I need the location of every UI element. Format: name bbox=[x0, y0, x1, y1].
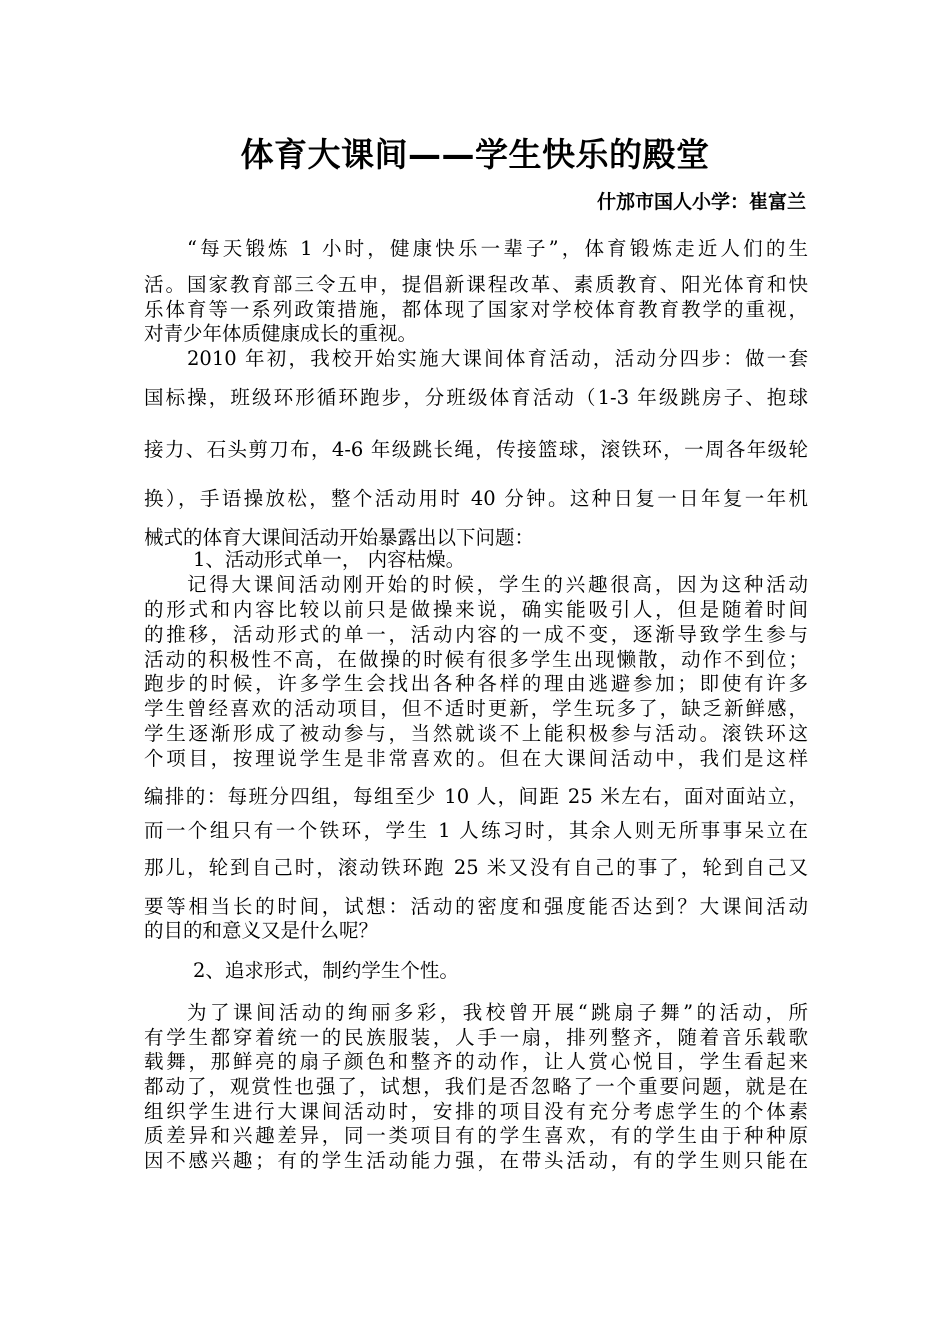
author-line: 什邡市国人小学：崔富兰 bbox=[596, 191, 806, 213]
text-line: “每天锻炼 1 小时，健康快乐一辈子”，体育锻炼走近人们的生 bbox=[187, 237, 808, 260]
text-line: 有学生都穿着统一的民族服装，人手一扇，排列整齐，随着音乐载歌 bbox=[144, 1026, 808, 1049]
text-line: 学生逐渐形成了被动参与，当然就谈不上能积极参与活动。滚铁环这 bbox=[144, 722, 808, 745]
text-line: 而一个组只有一个铁环，学生 1 人练习时，其余人则无所事事呆立在 bbox=[144, 819, 808, 842]
text-line: 械式的体育大课间活动开始暴露出以下问题： bbox=[144, 526, 535, 549]
text-line: 载舞，那鲜亮的扇子颜色和整齐的动作，让人赏心悦目，学生看起来 bbox=[144, 1050, 808, 1073]
text-line: 2010 年初，我校开始实施大课间体育活动，活动分四步：做一套 bbox=[187, 347, 808, 370]
text-line: 那儿，轮到自己时，滚动铁环跑 25 米又没有自己的事了，轮到自己又 bbox=[144, 856, 808, 879]
text-line: 的目的和意义又是什么呢？ bbox=[144, 919, 379, 942]
text-line: 的形式和内容比较以前只是做操来说，确实能吸引人，但是随着时间 bbox=[144, 598, 808, 621]
text-line: 都动了，观赏性也强了，试想，我们是否忽略了一个重要问题，就是在 bbox=[144, 1075, 808, 1098]
text-line: 编排的：每班分四组，每组至少 10 人，间距 25 米左右，面对面站立， bbox=[144, 785, 808, 808]
document-title: 体育大课间——学生快乐的殿堂 bbox=[240, 135, 710, 174]
text-line: 跑步的时候，许多学生会找出各种各样的理由逃避参加；即使有许多 bbox=[144, 672, 808, 695]
text-line: 的推移，活动形式的单一，活动内容的一成不变，逐渐导致学生参与 bbox=[144, 623, 808, 646]
text-line: 为了课间活动的绚丽多彩，我校曾开展“跳扇子舞”的活动，所 bbox=[187, 1001, 808, 1024]
text-line: 质差异和兴趣差异，同一类项目有的学生喜欢，有的学生由于种种原 bbox=[144, 1124, 808, 1147]
text-line: 国标操，班级环形循环跑步，分班级体育活动（1-3 年级跳房子、抱球 bbox=[144, 386, 808, 409]
text-line: 活动的积极性不高，在做操的时候有很多学生出现懒散，动作不到位； bbox=[144, 648, 808, 671]
text-line: 活。国家教育部三令五申，提倡新课程改革、素质教育、阳光体育和快 bbox=[144, 273, 808, 296]
text-line: 对青少年体质健康成长的重视。 bbox=[144, 322, 418, 345]
text-line: 个项目，按理说学生是非常喜欢的。但在大课间活动中，我们是这样 bbox=[144, 747, 808, 770]
text-line: 组织学生进行大课间活动时，安排的项目没有充分考虑学生的个体素 bbox=[144, 1100, 808, 1123]
text-line: 记得大课间活动刚开始的时候，学生的兴趣很高，因为这种活动 bbox=[187, 573, 808, 596]
text-line: 乐体育等一系列政策措施，都体现了国家对学校体育教育教学的重视， bbox=[144, 298, 808, 321]
text-line: 因不感兴趣；有的学生活动能力强，在带头活动，有的学生则只能在 bbox=[144, 1149, 808, 1172]
text-line: 换），手语操放松，整个活动用时 40 分钟。这种日复一日年复一年机 bbox=[144, 487, 808, 510]
text-line: 接力、石头剪刀布，4-6 年级跳长绳，传接篮球，滚铁环，一周各年级轮 bbox=[144, 438, 808, 461]
text-line: 学生曾经喜欢的活动项目，但不适时更新，学生玩多了，缺乏新鲜感， bbox=[144, 697, 808, 720]
text-line: 2、追求形式，制约学生个性。 bbox=[193, 959, 459, 982]
text-line: 要等相当长的时间，试想：活动的密度和强度能否达到？大课间活动 bbox=[144, 895, 808, 918]
text-line: 1、活动形式单一， 内容枯燥。 bbox=[193, 548, 466, 571]
